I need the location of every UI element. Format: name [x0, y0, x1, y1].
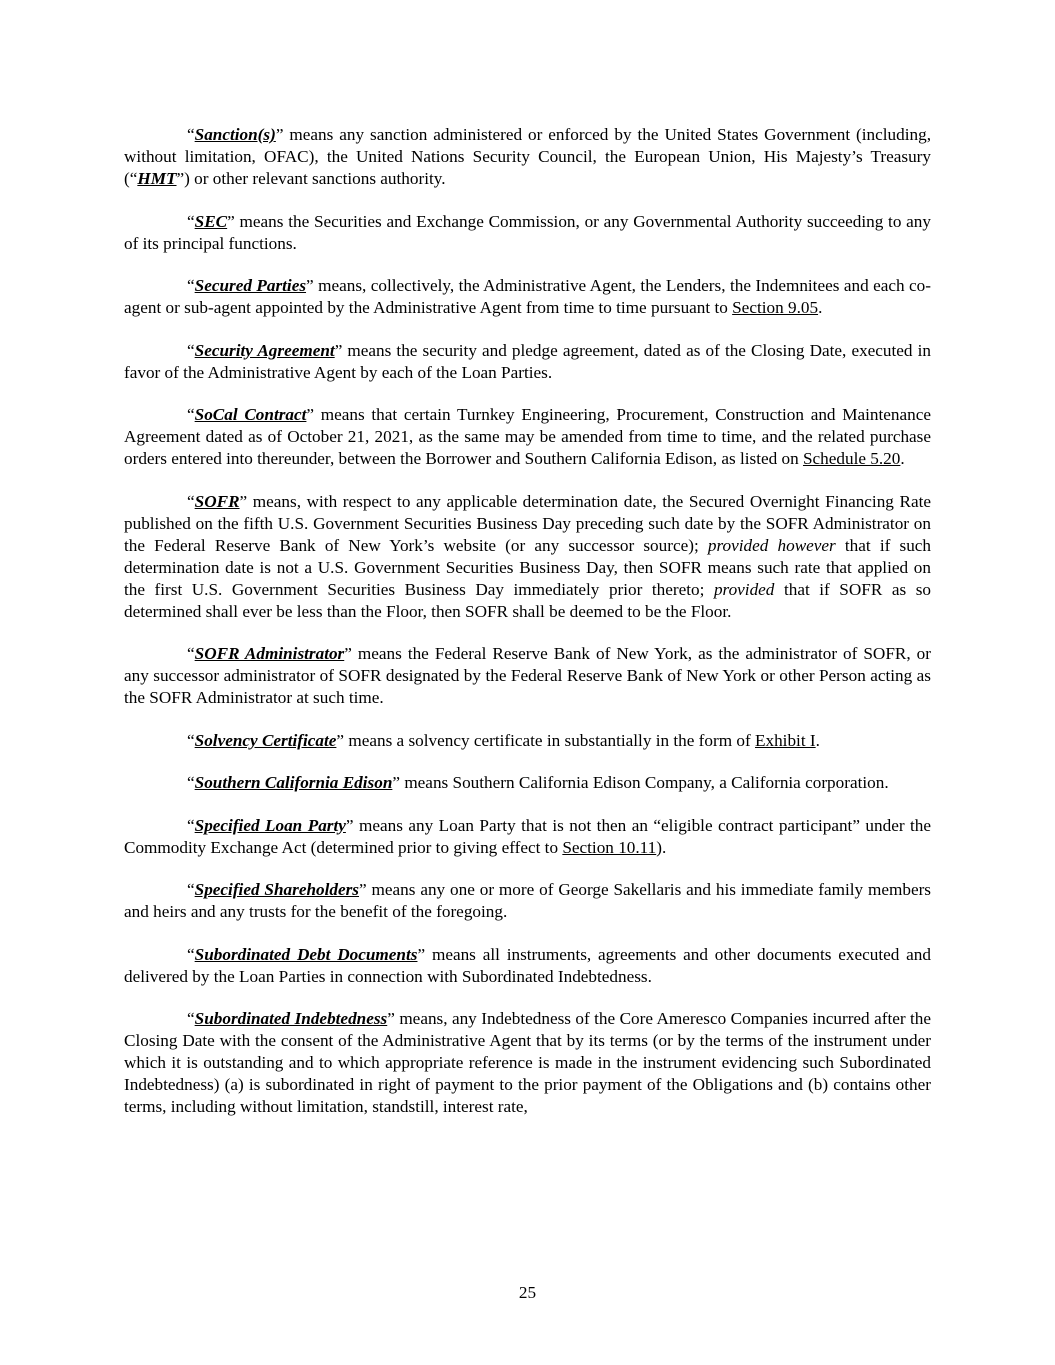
definition-text: means, any Indebtedness of the Core Ameresco Companies incurred after the Closing Date with the consent of the Administrative Agent that by its terms (or by the terms of the instrument under which it is outstanding and to which appropriate reference is made in the instrument evidencing such Subordinated Indebtedness) (a) is subordinated in right of payment to the prior payment of the Obligations and (b) contains other terms, including without limitation, standstill, interest rate,	[124, 1009, 932, 1116]
cross-reference-link[interactable]: Schedule 5.20	[802, 449, 901, 468]
definition-text: means any sanction administered or enforced by the United States Government (including, without limitation, OFAC), the United Nations Security Council, the European Union, His Majesty’s Treasury (“	[124, 125, 931, 188]
definition-socal-contract: “SoCal Contract” means that certain Turnkey Engineering, Procurement, Construction and Maintenance Agreement dated as of October 21, 2021, as the same may be amended from time to time, and the related purchase orders entered into thereunder, between the Borrower and Southern California Edison, as listed on Schedule 5.20.	[124, 405, 931, 468]
definition-subordinated-debt-documents: “Subordinated Debt Documents” means all instruments, agreements and other documents executed and delivered by the Loan Parties in connection with Subordinated Indebtedness.	[124, 944, 931, 986]
definition-text: means Southern California Edison Company, a California corporation.	[400, 773, 889, 792]
defined-term: SOFR	[194, 491, 240, 511]
cross-reference-link[interactable]: Section 10.11	[562, 837, 657, 857]
definition-solvency-certificate: “Solvency Certificate” means a solvency certificate in substantially in the form of Exhibit I.	[187, 730, 820, 750]
proviso-text: provided	[713, 579, 775, 599]
definition-text: means any Loan Party that is not then an “eligible contract participant” under the Commodity Exchange Act (determined prior to giving effect to	[124, 815, 931, 857]
defined-term: SoCal Contract	[194, 405, 307, 424]
definition-sanctions: “Sanction(s)” means any sanction administered or enforced by the United States Government (including, without limitation, OFAC), the United Nations Security Council, the European Union, His Majesty’s Treasury (“HMT”) or other relevant sanctions authority.	[124, 125, 931, 188]
defined-term-hmt: HMT	[137, 169, 177, 188]
defined-term: Southern California Edison	[194, 773, 393, 792]
definition-text: means a solvency certificate in substantially in the form of	[344, 730, 755, 750]
proviso-text: provided however	[707, 535, 836, 555]
definition-text: .	[900, 449, 905, 468]
definition-text: means, collectively, the Administrative Agent, the Lenders, the Indemnitees and each co-agent or sub-agent appointed by the Administrative Agent from time to time pursuant to	[124, 276, 931, 317]
defined-term: Subordinated Indebtedness	[194, 1009, 388, 1028]
definition-text: ”) or other relevant sanctions authority.	[176, 169, 446, 188]
cross-reference-link[interactable]: Exhibit I	[755, 730, 816, 750]
definition-text: means the Securities and Exchange Commission, or any Governmental Authority succeeding to any of its principal functions.	[124, 211, 931, 253]
definition-text: means, with respect to any applicable determination date, the Secured Overnight Financing Rate published on the fifth U.S. Government Securities Business Day preceding such date by the SOFR Administrator on the Federal Reserve Bank of New York’s website (or any successor source);	[124, 491, 931, 555]
definitions-section	[124, 124, 931, 1139]
definition-secured-parties: “Secured Parties” means, collectively, the Administrative Agent, the Lenders, the Indemnitees and each co-agent or sub-agent appointed by the Administrative Agent from time to time pursuant to Section 9.05.	[124, 276, 931, 317]
cross-reference-link[interactable]: Section 9.05	[732, 298, 819, 317]
definition-text: .	[818, 298, 823, 317]
definition-subordinated-indebtedness: “Subordinated Indebtedness” means, any Indebtedness of the Core Ameresco Companies incurred after the Closing Date with the consent of the Administrative Agent that by its terms (or by the terms of the instrument under which it is outstanding and to which appropriate reference is made in the instrument evidencing such Subordinated Indebtedness) (a) is subordinated in right of payment to the prior payment of the Obligations and (b) contains other terms, including without limitation, standstill, interest rate,	[124, 1009, 932, 1116]
definition-sofr: “SOFR” means, with respect to any applicable determination date, the Secured Overnight Financing Rate published on the fifth U.S. Government Securities Business Day preceding such date by the SOFR Administrator on the Federal Reserve Bank of New York’s website (or any successor source); provided however that if such determination date is not a U.S. Government Securities Business Day, then SOFR means such rate that applied on the first U.S. Government Securities Business Day immediately prior thereto; provided that if SOFR as so determined shall ever be less than the Floor, then SOFR shall be deemed to be the Floor.	[124, 491, 932, 621]
page-number: 25	[518, 1283, 537, 1302]
definition-text: that if SOFR as so determined shall ever be less than the Floor, then SOFR shall be deemed to be the Floor.	[124, 579, 931, 621]
definition-text: means the Federal Reserve Bank of New York, as the administrator of SOFR, or any successor administrator of SOFR designated by the Federal Reserve Bank of New York or other Person acting as the SOFR Administrator at such time.	[124, 644, 931, 707]
defined-term: SEC	[194, 211, 228, 231]
definition-text: means the security and pledge agreement, dated as of the Closing Date, executed in favor of the Administrative Agent by each of the Loan Parties.	[124, 340, 931, 382]
definition-text: means that certain Turnkey Engineering, Procurement, Construction and Maintenance Agreement dated as of October 21, 2021, as the same may be amended from time to time, and the related purchase orders entered into thereunder, between the Borrower and Southern California Edison, as listed on	[124, 405, 931, 468]
definition-specified-shareholders: “Specified Shareholders” means any one or more of George Sakellaris and his immediate family members and heirs and any trusts for the benefit of the foregoing.	[124, 880, 931, 921]
definition-specified-loan-party: “Specified Loan Party” means any Loan Party that is not then an “eligible contract participant” under the Commodity Exchange Act (determined prior to giving effect to Section 10.11).	[124, 815, 931, 857]
definition-text: ).	[656, 837, 667, 857]
definition-sofr-administrator: “SOFR Administrator” means the Federal Reserve Bank of New York, as the administrator of SOFR, or any successor administrator of SOFR designated by the Federal Reserve Bank of New York or other Person acting as the SOFR Administrator at such time.	[124, 644, 931, 707]
defined-term: Security Agreement	[194, 340, 335, 360]
definition-sec: “SEC” means the Securities and Exchange Commission, or any Governmental Authority succeeding to any of its principal functions.	[124, 211, 931, 253]
defined-term: Subordinated Debt Documents	[194, 944, 418, 964]
defined-term: Secured Parties	[194, 276, 307, 295]
definition-text: that if such determination date is not a U.S. Government Securities Business Day, then SOFR means such rate that applied on the first U.S. Government Securities Business Day immediately prior thereto;	[124, 535, 932, 599]
definition-text: .	[815, 730, 820, 750]
definition-southern-california-edison: “Southern California Edison” means Southern California Edison Company, a California corporation.	[187, 773, 889, 792]
defined-term: Solvency Certificate	[194, 730, 337, 750]
definition-text: means any one or more of George Sakellaris and his immediate family members and heirs and any trusts for the benefit of the foregoing.	[124, 880, 931, 921]
defined-term: Sanction(s)	[194, 125, 276, 144]
defined-term: Specified Loan Party	[194, 815, 346, 835]
defined-term: Specified Shareholders	[194, 880, 359, 899]
definition-security-agreement: “Security Agreement” means the security and pledge agreement, dated as of the Closing Date, executed in favor of the Administrative Agent by each of the Loan Parties.	[124, 340, 931, 382]
defined-term: SOFR Administrator	[194, 644, 345, 663]
definition-text: means all instruments, agreements and other documents executed and delivered by the Loan Parties in connection with Subordinated Indebtedness.	[124, 944, 931, 986]
